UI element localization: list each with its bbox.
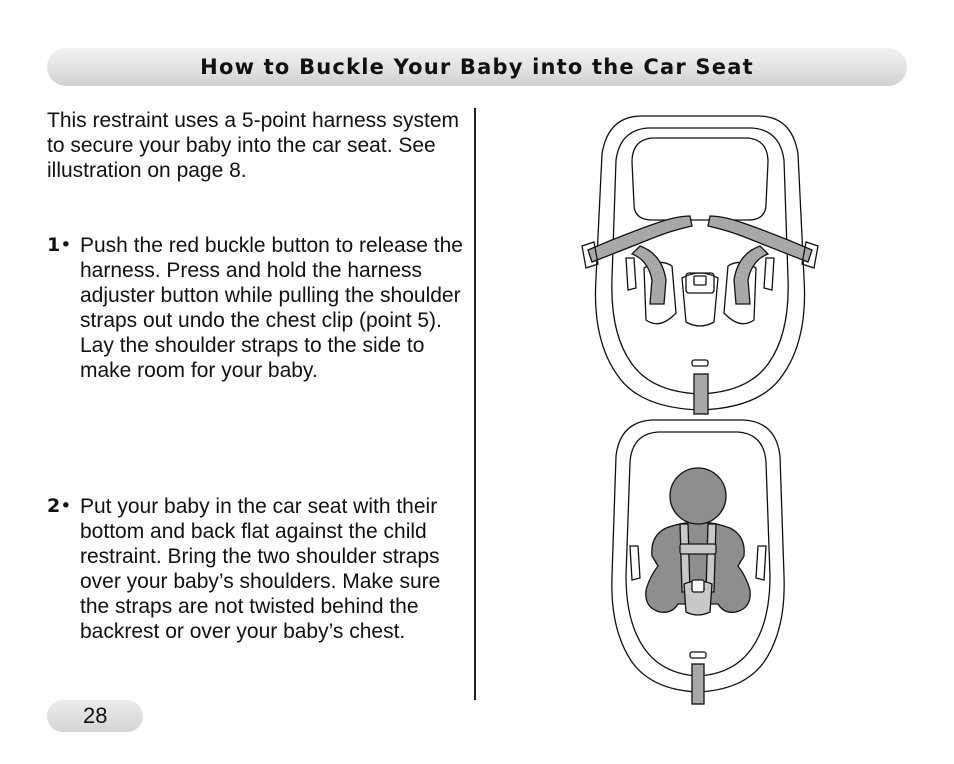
step-2 (47, 494, 467, 644)
step-2-number: 2• (47, 495, 72, 517)
side-handle-right (764, 258, 774, 290)
page-number: 28 (83, 703, 108, 728)
car-seat-harness-open-illustration (580, 108, 820, 418)
crotch-strap (692, 664, 704, 704)
left-lower-strap (632, 246, 666, 304)
page-number-badge (47, 700, 143, 732)
side-handle-right (756, 546, 766, 580)
title-bar (47, 48, 907, 86)
intro-paragraph: This restraint uses a 5-point harness system to secure your baby into the car seat. See illustration on page 8. (47, 109, 460, 182)
baby-head (670, 468, 726, 524)
buckle-tongue-bottom (692, 360, 708, 366)
car-seat-baby-buckled-illustration (608, 416, 788, 706)
buckle (692, 580, 704, 592)
step-2-text: Put your baby in the car seat with their bottom and back flat against the child restraint. Bring the two shoulder straps over your baby’s shoulders. Make sure the straps are not twisted behind the backrest or over your baby’s chest. (80, 495, 441, 643)
right-lower-strap (734, 246, 768, 304)
chest-clip-button (694, 276, 706, 285)
side-handle-left (630, 546, 640, 580)
side-handle-left (626, 258, 636, 290)
crotch-strap (694, 374, 708, 414)
chest-clip (680, 544, 716, 554)
step-1-number: 1• (47, 234, 72, 256)
buckle-tongue-bottom (690, 652, 706, 658)
page-title: How to Buckle Your Baby into the Car Seat (200, 55, 754, 79)
step-1-text: Push the red buckle button to release the harness. Press and hold the harness adjuster button while pulling the shoulder straps out undo the chest clip (point 5). Lay the shoulder straps to the side to make room for your baby. (80, 234, 463, 382)
headrest (632, 138, 768, 220)
column-divider (474, 108, 476, 700)
seat-inner-shell (612, 128, 788, 394)
step-1 (47, 233, 467, 383)
crotch-pad (682, 273, 718, 326)
